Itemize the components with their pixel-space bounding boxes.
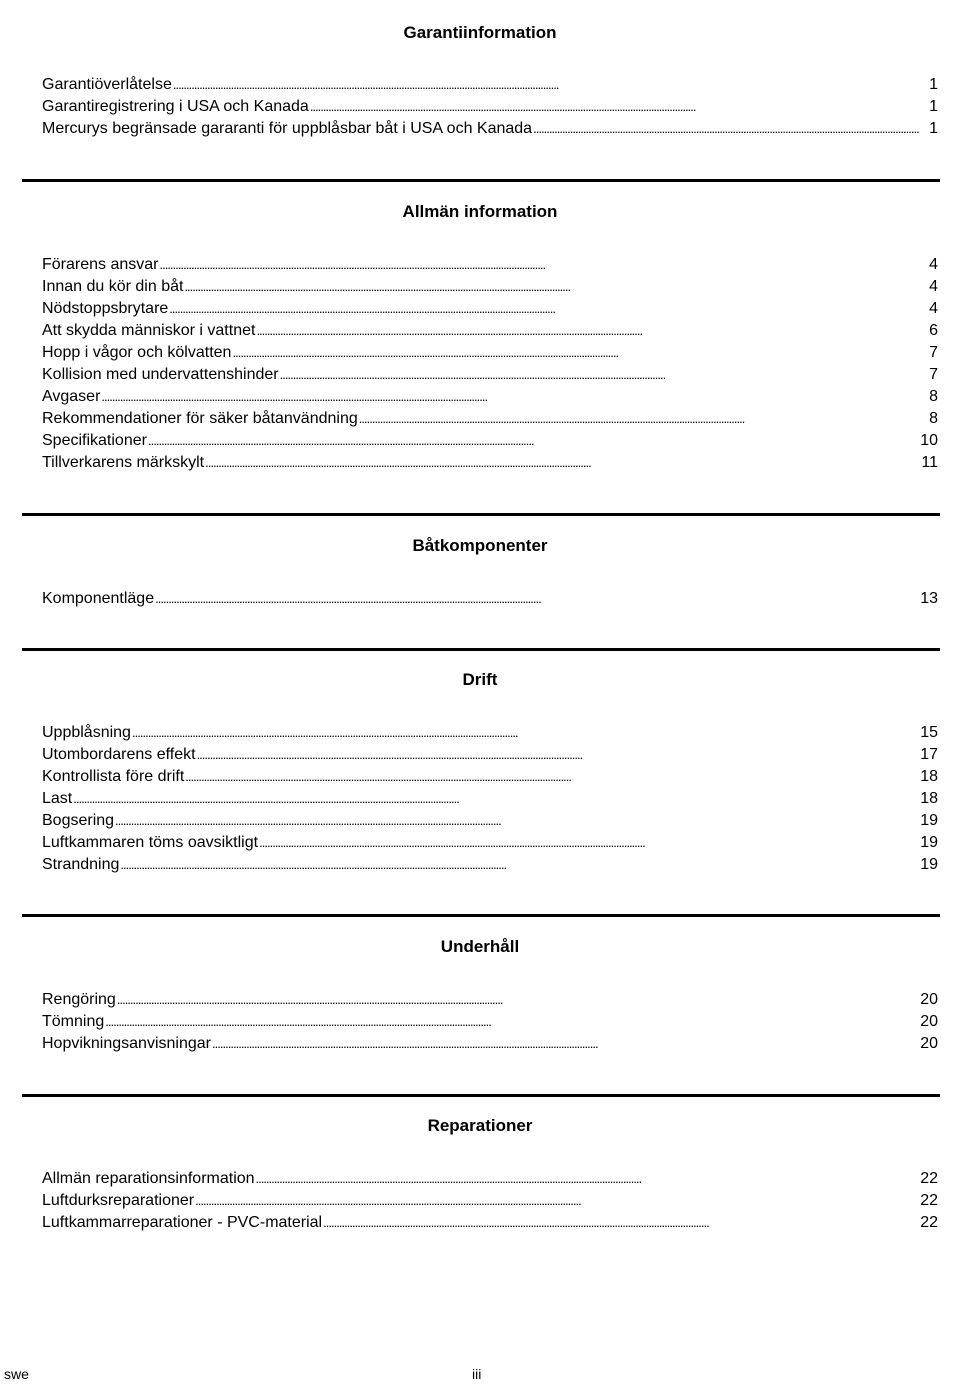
dot-leader xyxy=(212,1033,919,1055)
dot-leader xyxy=(169,298,928,320)
toc-entry-label: Garantiregistrering i USA och Kanada xyxy=(42,98,309,115)
toc-entry-label: Rekommendationer för säker båtanvändning xyxy=(42,410,358,427)
toc-entry-page: 20 xyxy=(920,991,938,1008)
toc-entry[interactable] xyxy=(42,810,938,832)
dot-leader xyxy=(359,408,928,430)
toc-entry[interactable] xyxy=(42,452,938,474)
toc-entry[interactable] xyxy=(42,722,938,744)
toc-entry-page: 4 xyxy=(929,278,938,295)
toc-entry-label: Allmän reparationsinformation xyxy=(42,1170,255,1187)
dot-leader xyxy=(173,74,928,96)
toc-entry[interactable] xyxy=(42,1212,938,1234)
section-divider xyxy=(22,914,940,917)
toc-entry-label: Tillverkarens märkskylt xyxy=(42,454,205,471)
toc-entry-label: Last xyxy=(42,790,73,807)
dot-leader xyxy=(148,430,919,452)
toc-entry-page: 10 xyxy=(920,432,938,449)
toc-entry-page: 19 xyxy=(920,834,938,851)
dot-leader xyxy=(101,386,928,408)
toc-entry-page: 6 xyxy=(929,322,938,339)
toc-entry[interactable] xyxy=(42,744,938,766)
toc-entry-label: Uppblåsning xyxy=(42,724,131,741)
section-divider xyxy=(22,648,940,651)
toc-entry-label: Rengöring xyxy=(42,991,116,1008)
toc-entry-page: 15 xyxy=(920,724,938,741)
toc-list-reparationer xyxy=(42,1168,938,1234)
toc-entry[interactable] xyxy=(42,254,938,276)
dot-leader xyxy=(259,832,919,854)
footer-page-number: iii xyxy=(472,1366,482,1382)
toc-entry[interactable] xyxy=(42,1033,938,1055)
toc-entry[interactable] xyxy=(42,989,938,1011)
dot-leader xyxy=(280,364,929,386)
toc-entry-page: 8 xyxy=(929,410,938,427)
toc-entry[interactable] xyxy=(42,298,938,320)
dot-leader xyxy=(155,588,919,610)
dot-leader xyxy=(184,276,928,298)
toc-entry-label: Bogsering xyxy=(42,812,115,829)
toc-entry-page: 20 xyxy=(920,1013,938,1030)
toc-entry-label: Tömning xyxy=(42,1013,105,1030)
toc-entry-label: Innan du kör din båt xyxy=(42,278,184,295)
toc-entry-page: 8 xyxy=(929,388,938,405)
dot-leader xyxy=(185,766,919,788)
toc-entry-page: 7 xyxy=(929,344,938,361)
dot-leader xyxy=(73,788,919,810)
dot-leader xyxy=(117,989,919,1011)
toc-entry[interactable] xyxy=(42,832,938,854)
toc-entry[interactable] xyxy=(42,1190,938,1212)
toc-entry[interactable] xyxy=(42,364,938,386)
toc-entry-label: Kontrollista före drift xyxy=(42,768,185,785)
toc-entry-label: Luftdurksreparationer xyxy=(42,1192,195,1209)
toc-entry[interactable] xyxy=(42,342,938,364)
toc-entry[interactable] xyxy=(42,74,938,96)
toc-entry-label: Mercurys begränsade gararanti för uppblåsbar båt i USA och Kanada xyxy=(42,120,533,137)
toc-entry-page: 1 xyxy=(929,76,938,93)
toc-entry[interactable] xyxy=(42,788,938,810)
toc-entry[interactable] xyxy=(42,588,938,610)
section-divider xyxy=(22,179,940,182)
dot-leader xyxy=(195,1190,919,1212)
toc-entry-label: Att skydda människor i vattnet xyxy=(42,322,256,339)
footer-language-code: swe xyxy=(4,1366,29,1382)
toc-entry-page: 22 xyxy=(920,1192,938,1209)
toc-entry-label: Nödstoppsbrytare xyxy=(42,300,169,317)
dot-leader xyxy=(105,1011,919,1033)
toc-entry-page: 1 xyxy=(929,98,938,115)
toc-entry-page: 18 xyxy=(920,768,938,785)
dot-leader xyxy=(310,96,928,118)
toc-entry-page: 4 xyxy=(929,256,938,273)
toc-entry[interactable] xyxy=(42,386,938,408)
toc-entry-label: Kollision med undervattenshinder xyxy=(42,366,279,383)
toc-entry[interactable] xyxy=(42,1011,938,1033)
toc-entry-page: 19 xyxy=(920,856,938,873)
dot-leader xyxy=(256,1168,920,1190)
section-heading-allman-information: Allmän information xyxy=(402,202,558,221)
toc-entry-label: Specifikationer xyxy=(42,432,147,449)
toc-entry-label: Komponentläge xyxy=(42,590,155,607)
section-divider xyxy=(22,513,940,516)
toc-entry-label: Luftkammarreparationer - PVC-material xyxy=(42,1214,323,1231)
dot-leader xyxy=(533,118,928,140)
toc-entry-page: 11 xyxy=(921,454,938,471)
toc-entry[interactable] xyxy=(42,276,938,298)
dot-leader xyxy=(323,1212,919,1234)
dot-leader xyxy=(160,254,929,276)
dot-leader xyxy=(205,452,920,474)
dot-leader xyxy=(197,744,920,766)
toc-entry-label: Garantiöverlåtelse xyxy=(42,76,172,93)
toc-entry-page: 22 xyxy=(920,1170,938,1187)
toc-entry[interactable] xyxy=(42,854,938,876)
toc-entry-page: 13 xyxy=(920,590,938,607)
toc-entry-label: Hopp i vågor och kölvatten xyxy=(42,344,232,361)
toc-entry[interactable] xyxy=(42,320,938,342)
section-heading-drift: Drift xyxy=(462,670,498,689)
dot-leader xyxy=(132,722,919,744)
toc-entry-page: 1 xyxy=(929,120,938,137)
toc-entry-label: Hopvikningsanvisningar xyxy=(42,1035,211,1052)
dot-leader xyxy=(120,854,919,876)
toc-entry-label: Förarens ansvar xyxy=(42,256,159,273)
toc-entry-page: 17 xyxy=(920,746,938,763)
toc-entry-page: 7 xyxy=(929,366,938,383)
dot-leader xyxy=(115,810,919,832)
toc-entry-label: Avgaser xyxy=(42,388,101,405)
section-divider xyxy=(22,1094,940,1097)
toc-list-allman-information xyxy=(42,254,938,474)
section-heading-underhall: Underhåll xyxy=(440,937,520,956)
toc-entry[interactable] xyxy=(42,96,938,118)
toc-list-garantiinformation xyxy=(42,74,938,140)
section-heading-garantiinformation: Garantiinformation xyxy=(403,23,557,42)
toc-entry-page: 22 xyxy=(920,1214,938,1231)
toc-list-drift xyxy=(42,722,938,876)
toc-list-underhall xyxy=(42,989,938,1055)
toc-entry-label: Strandning xyxy=(42,856,120,873)
dot-leader xyxy=(232,342,928,364)
toc-entry-page: 19 xyxy=(920,812,938,829)
toc-entry-label: Luftkammaren töms oavsiktligt xyxy=(42,834,259,851)
toc-entry[interactable] xyxy=(42,408,938,430)
toc-entry-page: 4 xyxy=(929,300,938,317)
toc-entry[interactable] xyxy=(42,430,938,452)
toc-list-batkomponenter xyxy=(42,588,938,610)
toc-entry-label: Utombordarens effekt xyxy=(42,746,196,763)
section-heading-reparationer: Reparationer xyxy=(427,1116,533,1135)
toc-entry-page: 18 xyxy=(920,790,938,807)
toc-entry[interactable] xyxy=(42,1168,938,1190)
toc-entry-page: 20 xyxy=(920,1035,938,1052)
dot-leader xyxy=(256,320,928,342)
section-heading-batkomponenter: Båtkomponenter xyxy=(412,536,548,555)
toc-entry[interactable] xyxy=(42,766,938,788)
toc-entry[interactable] xyxy=(42,118,938,140)
